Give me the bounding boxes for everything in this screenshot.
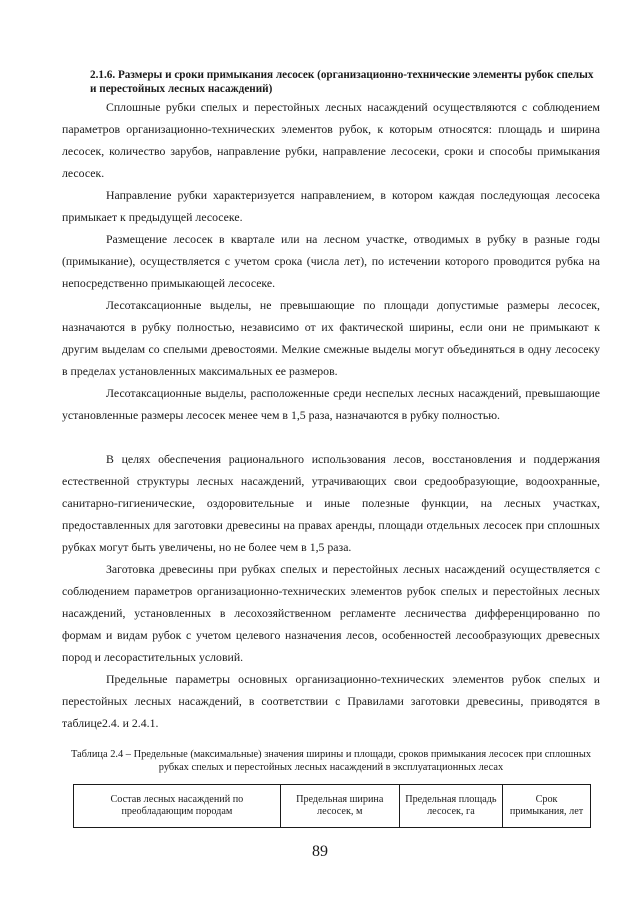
paragraph-2: Направление рубки характеризуется направлением, в котором каждая последующая лесосека примыкает к предыдущей лесосеке. — [62, 188, 600, 224]
header-cell-width: Предельная ширина лесосек, м — [280, 785, 399, 828]
table-caption: Таблица 2.4 – Предельные (максимальные) значения ширины и площади, сроков примыкания лесосек при сплошных рубках спелых и перестойных лесных насаждений в эксплуатационных лесах — [70, 749, 592, 773]
header-cell-composition: Состав лесных насаждений по преобладающим породам — [74, 785, 281, 828]
paragraph-1: Сплошные рубки спелых и перестойных лесных насаждений осуществляются с соблюдением параметров организационно-технических элементов рубок, к которым относятся: площадь и ширина лесосек, количество зарубов, направление рубки, направление лесосеки, сроки и способы примыкания лесосек. — [62, 100, 600, 180]
header-cell-term: Срок примыкания, лет — [503, 785, 591, 828]
section-heading: 2.1.6. Размеры и сроки примыкания лесосек (организационно-технические элементы рубок спелых и перестойных лесных насаждений) — [90, 69, 594, 95]
paragraph-4: Лесотаксационные выделы, не превышающие по площади допустимые размеры лесосек, назначаются в рубку полностью, независимо от их фактической ширины, если они не примыкают к другим выделам со спелыми древостоями. Мелкие смежные выделы могут объединяться в одну лесосеку в пределах установленных максимальных ее размеров. — [62, 298, 600, 378]
paragraph-8: Предельные параметры основных организационно-технических элементов рубок спелых и перестойных лесных насаждений, в соответствии с Правилами заготовки древесины, приводятся в таблице2.4. и 2.4.1. — [62, 672, 600, 730]
paragraph-6: В целях обеспечения рационального использования лесов, восстановления и поддержания естественной структуры лесных насаждений, утрачивающих свои средообразующие, водоохранные, санитарно-гигиенические, оздоровительные и иные полезные функции, на лесных участках, предоставленных для заготовки древесины на правах аренды, площади отдельных лесосек при сплошных рубках могут быть увеличены, но не более чем в 1,5 раза. — [62, 452, 600, 554]
paragraph-5: Лесотаксационные выделы, расположенные среди неспелых лесных насаждений, превышающие установленные размеры лесосек менее чем в 1,5 раза, назначаются в рубку полностью. — [62, 386, 600, 422]
header-cell-area: Предельная площадь лесосек, га — [399, 785, 502, 828]
paragraph-3: Размещение лесосек в квартале или на лесном участке, отводимых в рубку в разные годы (примыкание), осуществляется с учетом срока (числа лет), по истечении которого проводится рубка на непосредственно примыкающей лесосеке. — [62, 232, 600, 290]
table-header-row — [74, 785, 591, 828]
paragraph-7: Заготовка древесины при рубках спелых и перестойных лесных насаждений осуществляется с соблюдением параметров организационно-технических элементов рубок спелых и перестойных лесных насаждений, установленных в лесохозяйственном регламенте лесничества дифференцированно по формам и видам рубок с учетом целевого назначения лесов, особенностей лесообразующих древесных пород и лесорастительных условий. — [62, 562, 600, 664]
parameters-table — [73, 784, 591, 828]
page-number: 89 — [312, 843, 328, 860]
